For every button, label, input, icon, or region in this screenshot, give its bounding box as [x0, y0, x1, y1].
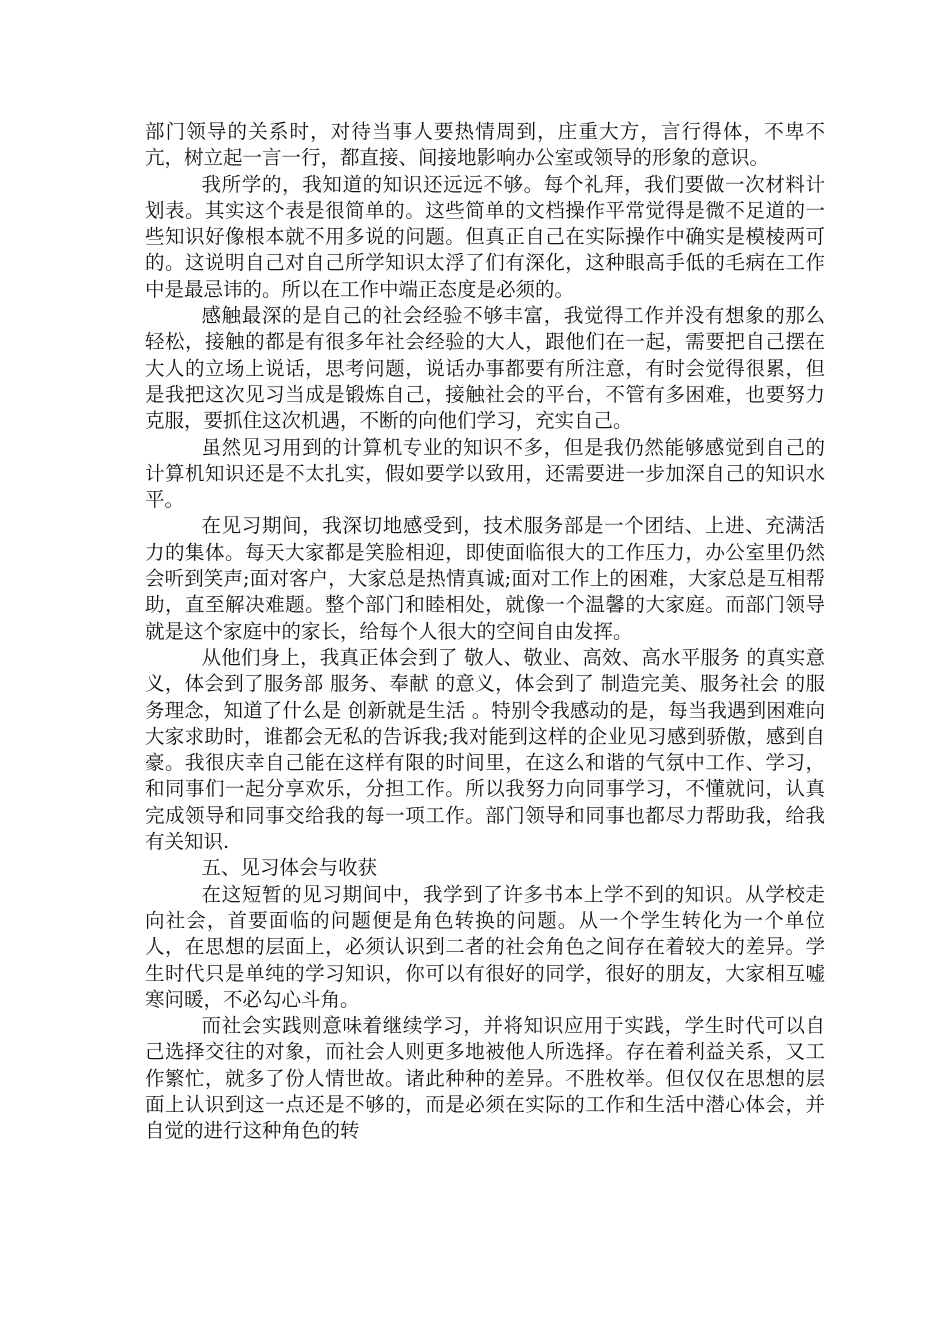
- section-heading: 五、见习体会与收获: [201, 856, 378, 880]
- paragraph-6: 从他们身上，我真正体会到了 敬人、敬业、高效、高水平服务 的真实意义，体会到了服务部 服务、奉献 的意义，体会到了 制造完美、服务社会 的服务理念，知道了什么是 创新就是生活 。特别令我感动的是，每当我遇到困难向大家求助时，谁都会无私的告诉我;我对能到这样的企业见习感到骄傲，感到自豪。我很庆幸自己能在这样有限的时间里，在这么和谐的气氛中工作、学习，和同事们一起分享欢乐，分担工作。所以我努力向同事学习，不懂就问，认真完成领导和同事交给我的每一项工作。部门领导和同事也都尽力帮助我，给我有关知识.: [145, 645, 825, 854]
- paragraph-2: 我所学的，我知道的知识还远远不够。每个礼拜，我们要做一次材料计划表。其实这个表是很简单的。这些简单的文档操作平常觉得是微不足道的一些知识好像根本就不用多说的问题。但真正自己在实际操作中确实是模棱两可的。这说明自己对自己所学知识太浮了们有深化，这种眼高手低的毛病在工作中是最忌讳的。所以在工作中端正态度是必须的。: [145, 172, 825, 301]
- paragraph-8: 而社会实践则意味着继续学习，并将知识应用于实践，学生时代可以自己选择交往的对象，而社会人则更多地被他人所选择。存在着利益关系，又工作繁忙，就多了份人情世故。诸此种种的差异。不胜枚举。但仅仅在思想的层面上认识到这一点还是不够的，而是必须在实际的工作和生活中潜心体会，并自觉的进行这种角色的转: [145, 1014, 825, 1143]
- paragraph-7: 在这短暂的见习期间中，我学到了许多书本上学不到的知识。从学校走向社会，首要面临的问题便是角色转换的问题。从一个学生转化为一个单位人，在思想的层面上，必须认识到二者的社会角色之间存在着较大的差异。学生时代只是单纯的学习知识，你可以有很好的同学，很好的朋友，大家相互嘘寒问暖，不必勾心斗角。: [145, 882, 825, 1011]
- paragraph-1: 部门领导的关系时，对待当事人要热情周到，庄重大方，言行得体，不卑不亢，树立起一言一行，都直接、间接地影响办公室或领导的形象的意识。: [145, 120, 825, 170]
- paragraph-3: 感触最深的是自己的社会经验不够丰富，我觉得工作并没有想象的那么轻松，接触的都是有很多年社会经验的大人，跟他们在一起，需要把自己摆在大人的立场上说话，思考问题，说话办事都要有所注意，有时会觉得很累，但是我把这次见习当成是锻炼自己，接触社会的平台，不管有多困难，也要努力克服，要抓住这次机遇，不断的向他们学习，充实自己。: [145, 304, 825, 433]
- paragraph-5: 在见习期间，我深切地感受到，技术服务部是一个团结、上进、充满活力的集体。每天大家都是笑脸相迎，即使面临很大的工作压力，办公室里仍然会听到笑声;面对客户，大家总是热情真诚;面对工作上的困难，大家总是互相帮助，直至解决难题。整个部门和睦相处，就像一个温馨的大家庭。而部门领导就是这个家庭中的家长，给每个人很大的空间自由发挥。: [145, 514, 825, 643]
- document-page: [145, 119, 825, 1145]
- paragraph-4: 虽然见习用到的计算机专业的知识不多，但是我仍然能够感觉到自己的计算机知识还是不太扎实，假如要学以致用，还需要进一步加深自己的知识水平。: [145, 435, 825, 512]
